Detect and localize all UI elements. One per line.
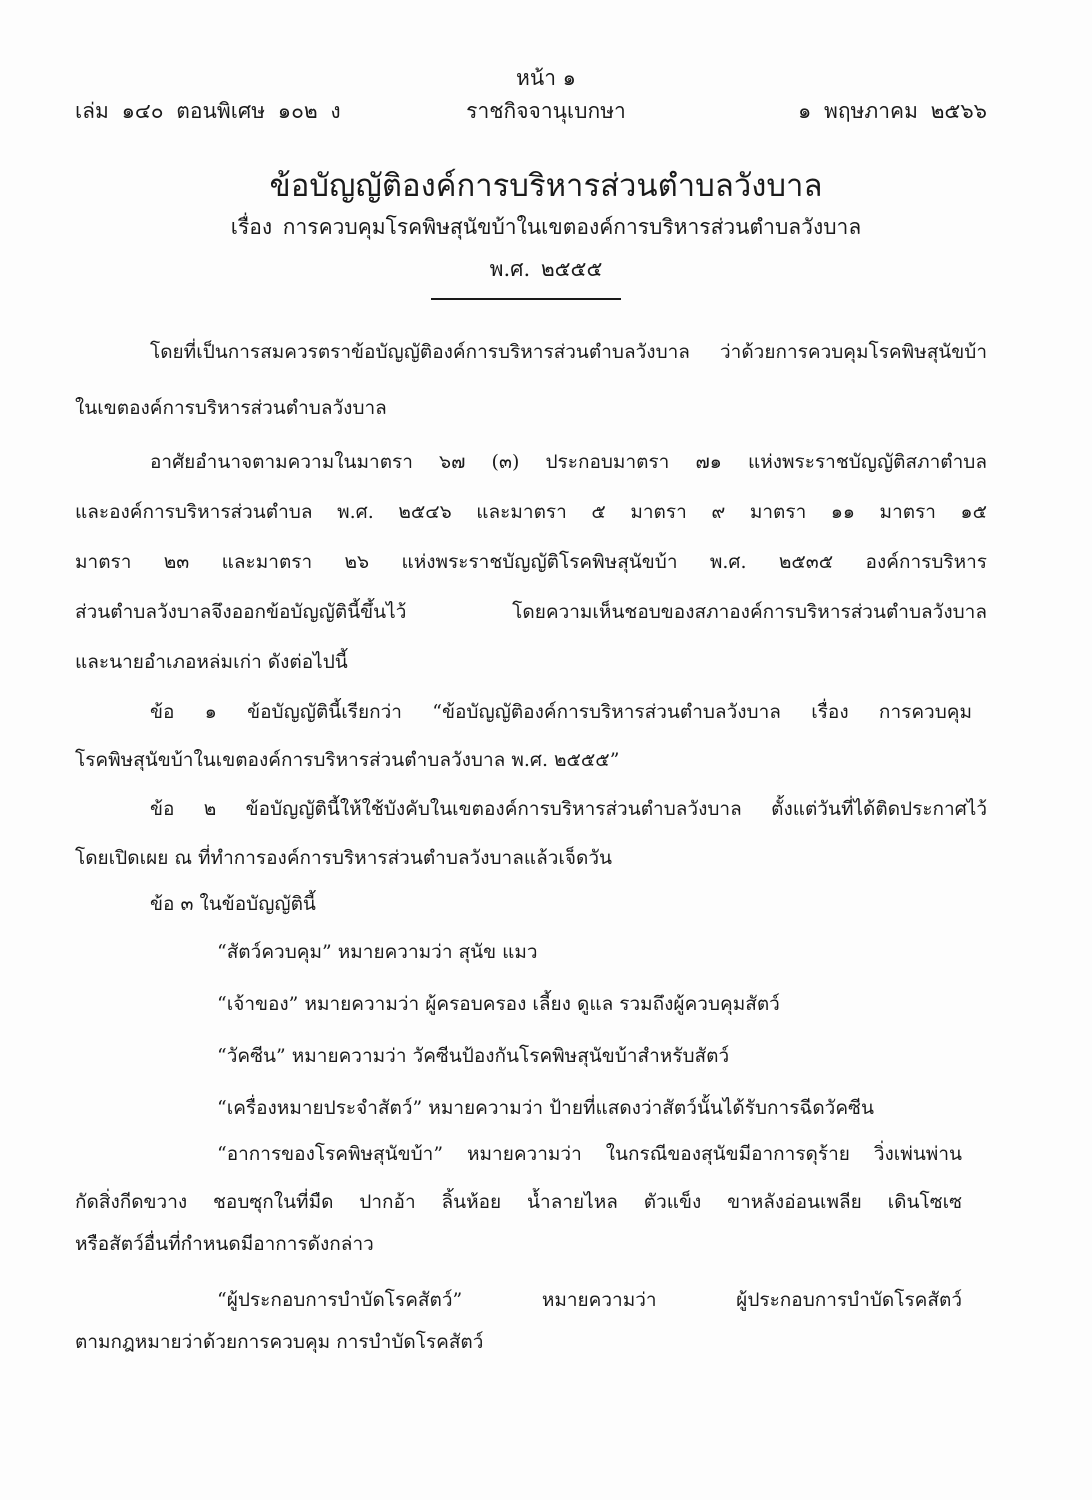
authority-line: ส่วนตำบลวังบาลจึงออกข้อบัญญัตินี้ขึ้นไว้ โดยความเห็นชอบของสภาองค์การบริหารส่วนตำบลวังบาล [75,601,987,623]
definition-vet-line: ตามกฎหมายว่าด้วยการควบคุม การบำบัดโรคสัตว์ [75,1331,484,1353]
authority-line: มาตรา ๒๓ และมาตรา ๒๖ แห่งพระราชบัญญัติโรคพิษสุนัขบ้า พ.ศ. ๒๕๓๕ องค์การบริหาร [75,551,987,573]
authority-line: และองค์การบริหารส่วนตำบล พ.ศ. ๒๕๔๖ และมาตรา ๕ มาตรา ๙ มาตรา ๑๑ มาตรา ๑๕ [75,501,987,523]
authority-line: และนายอำเภอหล่มเก่า ดังต่อไปนี้ [75,651,348,673]
page-number: หน้า ๑ [516,66,576,90]
definition-symptoms-line: หรือสัตว์อื่นที่กำหนดมีอาการดังกล่าว [75,1233,374,1255]
document-subject: เรื่อง การควบคุมโรคพิษสุนัขบ้าในเขตองค์การบริหารส่วนตำบลวังบาล [230,215,862,239]
definition-symptoms-line: “อาการของโรคพิษสุนัขบ้า” หมายความว่า ในกรณีของสุนัขมีอาการดุร้าย วิ่งเพ่นพ่าน [217,1143,962,1165]
preamble-line: โดยที่เป็นการสมควรตราข้อบัญญัติองค์การบริหารส่วนตำบลวังบาล ว่าด้วยการควบคุมโรคพิษสุนัขบ้า [150,341,987,363]
clause-3-heading: ข้อ ๓ ในข้อบัญญัตินี้ [150,893,316,915]
gazette-volume: เล่ม ๑๔๐ ตอนพิเศษ ๑๐๒ ง [75,99,341,123]
authority-line: อาศัยอำนาจตามความในมาตรา ๖๗ (๓) ประกอบมาตรา ๗๑ แห่งพระราชบัญญัติสภาตำบล [150,451,987,473]
gazette-publication: ราชกิจจานุเบกษา [466,99,626,123]
clause-2-line: โดยเปิดเผย ณ ที่ทำการองค์การบริหารส่วนตำบลวังบาลแล้วเจ็ดวัน [75,847,613,869]
document-title: ข้อบัญญัติองค์การบริหารส่วนตำบลวังบาล [269,168,823,204]
definition-vaccine: “วัคซีน” หมายความว่า วัคซีนป้องกันโรคพิษสุนัขบ้าสำหรับสัตว์ [217,1045,730,1067]
preamble-line: ในเขตองค์การบริหารส่วนตำบลวังบาล [75,397,387,419]
gazette-date: ๑ พฤษภาคม ๒๕๖๖ [797,99,987,123]
definition-vet-line: “ผู้ประกอบการบำบัดโรคสัตว์” หมายความว่า ผู้ประกอบการบำบัดโรคสัตว์ [217,1289,962,1311]
definition-controlled-animal: “สัตว์ควบคุม” หมายความว่า สุนัข แมว [217,941,538,963]
definition-symptoms-line: กัดสิ่งกีดขวาง ชอบซุกในที่มืด ปากอ้า ลิ้นห้อย น้ำลายไหล ตัวแข็ง ขาหลังอ่อนเพลีย เดินโซเซ [75,1191,962,1213]
definition-owner: “เจ้าของ” หมายความว่า ผู้ครอบครอง เลี้ยง ดูแล รวมถึงผู้ควบคุมสัตว์ [217,993,780,1015]
title-divider [431,298,621,300]
clause-1-line: ข้อ ๑ ข้อบัญญัตินี้เรียกว่า “ข้อบัญญัติองค์การบริหารส่วนตำบลวังบาล เรื่อง การควบคุม [150,701,972,723]
clause-2-line: ข้อ ๒ ข้อบัญญัตินี้ให้ใช้บังคับในเขตองค์การบริหารส่วนตำบลวังบาล ตั้งแต่วันที่ได้ติดประกาศไว้ [150,798,987,820]
document-year: พ.ศ. ๒๕๕๕ [489,257,603,281]
definition-tag: “เครื่องหมายประจำสัตว์” หมายความว่า ป้ายที่แสดงว่าสัตว์นั้นได้รับการฉีดวัคซีน [217,1097,874,1119]
clause-1-line: โรคพิษสุนัขบ้าในเขตองค์การบริหารส่วนตำบลวังบาล พ.ศ. ๒๕๕๕” [75,749,620,771]
